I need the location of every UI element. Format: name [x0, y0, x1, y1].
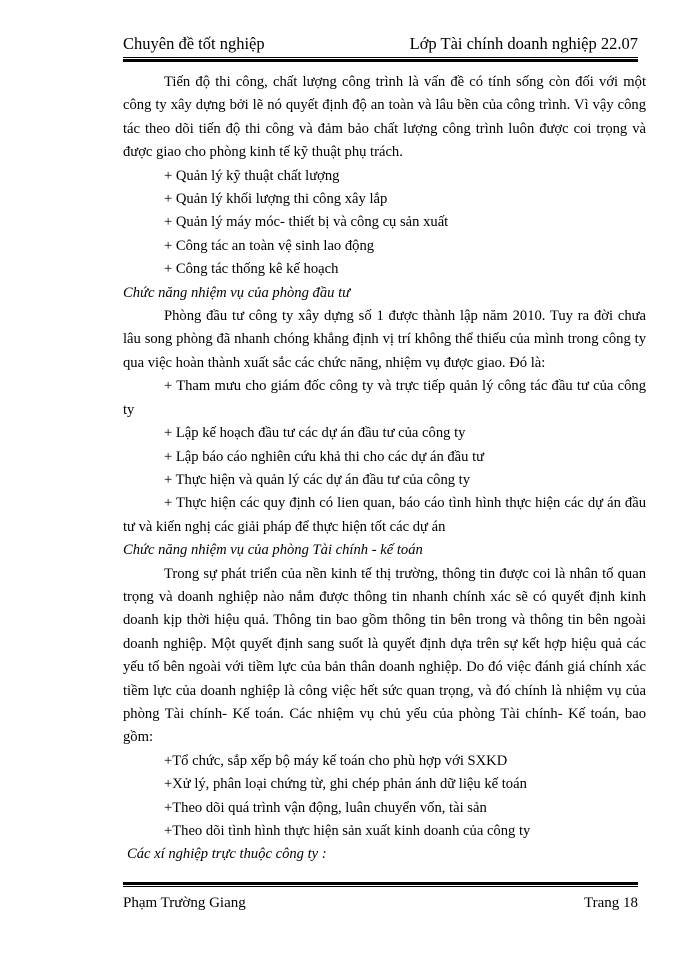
section-heading-finance: Chức năng nhiệm vụ của phòng Tài chính - kế toán [123, 542, 423, 559]
list-item: + Lập kế hoạch đầu tư các dự án đầu tư của công ty [164, 425, 466, 442]
footer-page-number: Trang 18 [583, 895, 638, 911]
list-item: +Theo dõi tình hình thực hiện sản xuất kinh doanh của công ty [164, 823, 531, 839]
list-item: +Xử lý, phân loại chứng từ, ghi chép phản ánh dữ liệu kế toán [164, 776, 527, 793]
list-item: + Quản lý kỹ thuật chất lượng [164, 167, 340, 184]
footer-author: Phạm Trường Giang [123, 895, 246, 911]
list-item: + Lập báo cáo nghiên cứu khả thi cho các dự án đầu tư [164, 448, 485, 465]
list-item: + Tham mưu cho giám đốc công ty và trực tiếp quản lý công tác đầu tư của công ty [123, 378, 646, 418]
header-course-title: Chuyên đề tốt nghiệp [123, 34, 265, 53]
section-heading-investment: Chức năng nhiệm vụ của phòng đầu tư [123, 284, 351, 301]
header-rule-thick [123, 59, 638, 62]
header-rule-thin [123, 57, 638, 58]
paragraph-construction-progress: Tiến độ thi công, chất lượng công trình là vấn đề có tính sống còn đối với một công ty xây dựng bởi lẽ nó quyết định độ an toàn và lâu bền của công trình. Vì vậy công tác theo dõi tiến độ thi công và đảm bảo chất lượng công trình luôn được coi trọng và được giao cho phòng kinh tế kỹ thuật phụ trách. [123, 74, 646, 161]
page-header [123, 32, 638, 56]
list-item: +Theo dõi quá trình vận động, luân chuyển vốn, tài sản [164, 799, 487, 816]
footer-rule-thick [123, 882, 638, 885]
list-item: + Quản lý máy móc- thiết bị và công cụ sản xuất [164, 214, 449, 231]
header-class-name: Lớp Tài chính doanh nghiệp 22.07 [409, 34, 638, 53]
list-item: + Công tác an toàn vệ sinh lao động [164, 237, 375, 254]
paragraph-finance-dept: Trong sự phát triển của nền kinh tế thị trường, thông tin được coi là nhân tố quan trọng và doanh nghiệp nào nắm được thông tin nhanh chính xác sẽ có quyết định kinh doanh kịp thời hiệu quả. Thông tin bao gồm thông tin bên trong và thông tin bên ngoài doanh nghiệp. Một quyết định sang suốt là quyết định dựa trên sự kết hợp hiệu quả các yếu tố bên ngoài với tiềm lực của bản thân doanh nghiệp. Do đó việc đánh giá chính xác tiềm lực của doanh nghiệp là công việc hết sức quan trọng, và đó chính là nhiệm vụ của phòng Tài chính- Kế toán. Các nhiệm vụ chủ yếu của phòng Tài chính- Kế toán, bao gồm: [123, 565, 646, 746]
paragraph-investment-dept: Phòng đầu tư công ty xây dựng số 1 được thành lập năm 2010. Tuy ra đời chưa lâu song phòng đã nhanh chóng khẳng định vị trí không thể thiếu của mình trong công ty qua việc hoàn thành xuất sắc các chức năng, nhiệm vụ được giao. Đó là: [123, 308, 646, 371]
list-item: + Quản lý khối lượng thi công xây lắp [164, 191, 388, 208]
list-item: +Tổ chức, sắp xếp bộ máy kế toán cho phù hợp với SXKD [164, 752, 508, 769]
list-item: + Thực hiện các quy định có lien quan, báo cáo tình hình thực hiện các dự án đầu tư và kiến nghị các giải pháp để thực hiện tốt các dự án [123, 495, 646, 535]
list-item: + Thực hiện và quản lý các dự án đầu tư của công ty [164, 471, 471, 488]
list-item: + Công tác thống kê kế hoạch [164, 261, 339, 278]
footer-rule-thin [123, 886, 638, 887]
section-heading-enterprises: Các xí nghiệp trực thuộc công ty : [127, 846, 327, 863]
page-body [123, 71, 646, 867]
